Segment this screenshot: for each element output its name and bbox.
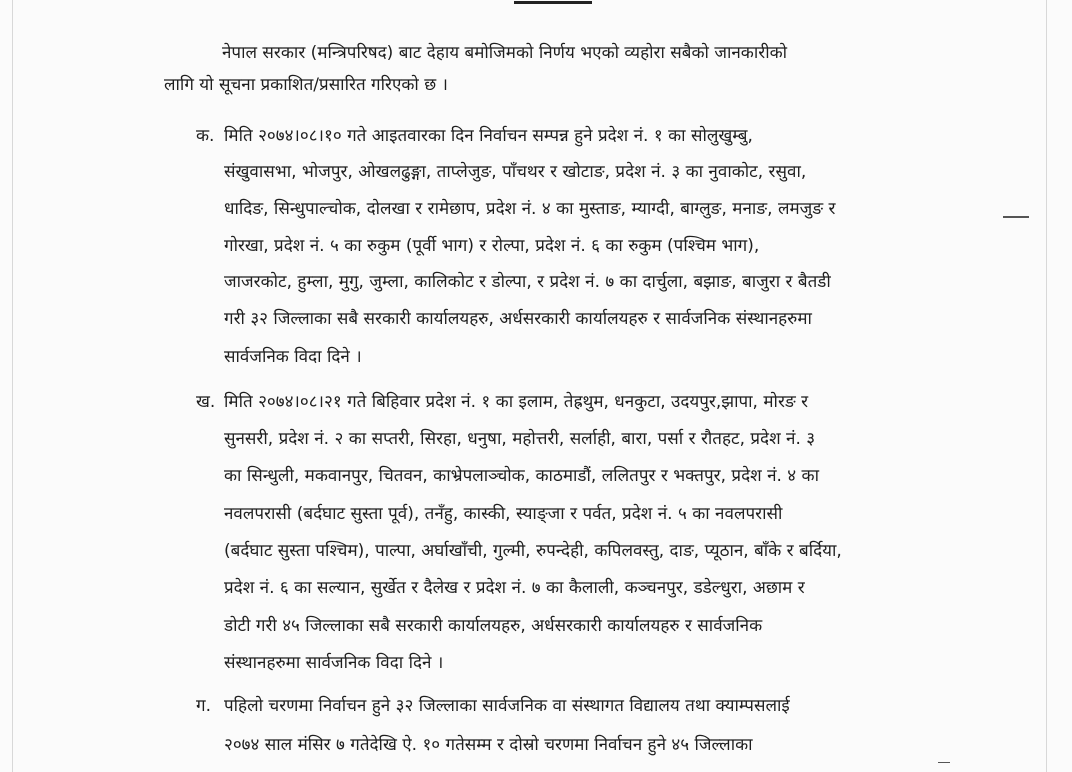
item-line: २०७४ साल मंसिर ७ गतेदेखि ऐ. १० गतेसम्म र दोस्रो चरणमा निर्वाचन हुने ४५ जिल्लाका bbox=[224, 735, 753, 755]
item-line: धादिङ, सिन्धुपाल्चोक, दोलखा र रामेछाप, प्रदेश नं. ४ का मुस्ताङ, म्याग्दी, बाग्लुङ, मनाङ, लमजुङ र bbox=[224, 199, 836, 219]
item-line: का सिन्धुली, मकवानपुर, चितवन, काभ्रेपलाञ्चोक, काठमाडौं, ललितपुर र भक्तपुर, प्रदेश नं. ४ का bbox=[224, 466, 820, 486]
margin-mark bbox=[938, 762, 950, 763]
item-line: प्रदेश नं. ६ का सल्यान, सुर्खेत र दैलेख र प्रदेश नं. ७ का कैलाली, कञ्चनपुर, डडेल्धुरा, अछाम र bbox=[224, 578, 805, 598]
header-underline bbox=[514, 1, 592, 4]
margin-mark bbox=[1003, 216, 1029, 218]
item-marker: ख. bbox=[196, 392, 216, 412]
item-line: संस्थानहरुमा सार्वजनिक विदा दिने । bbox=[224, 653, 444, 673]
intro-line: लागि यो सूचना प्रकाशित/प्रसारित गरिएको छ । bbox=[164, 75, 448, 95]
item-line: गरी ३२ जिल्लाका सबै सरकारी कार्यालयहरु, अर्धसरकारी कार्यालयहरु र सार्वजनिक संस्थानहरुमा bbox=[224, 309, 812, 329]
item-marker: क. bbox=[196, 126, 215, 146]
page-left-edge bbox=[12, 0, 13, 772]
item-line: नवलपरासी (बर्दघाट सुस्ता पूर्व), तनँहु, कास्की, स्याङ्जा र पर्वत, प्रदेश नं. ५ का नवलपरासी bbox=[224, 504, 783, 524]
intro-line: नेपाल सरकार (मन्त्रिपरिषद) बाट देहाय बमोजिमको निर्णय भएको व्यहोरा सबैको जानकारीको bbox=[222, 43, 788, 63]
item-line: पहिलो चरणमा निर्वाचन हुने ३२ जिल्लाका सार्वजनिक वा संस्थागत विद्यालय तथा क्याम्पसलाई bbox=[224, 696, 790, 716]
item-line: जाजरकोट, हुम्ला, मुगु, जुम्ला, कालिकोट र डोल्पा, र प्रदेश नं. ७ का दार्चुला, बझाङ, बाजुरा र बैतडी bbox=[224, 272, 831, 292]
item-marker: ग. bbox=[196, 696, 211, 716]
item-line: गोरखा, प्रदेश नं. ५ का रुकुम (पूर्वी भाग) र रोल्पा, प्रदेश नं. ६ का रुकुम (पश्चिम भाग), bbox=[224, 236, 760, 256]
item-line: सुनसरी, प्रदेश नं. २ का सप्तरी, सिरहा, धनुषा, महोत्तरी, सर्लाही, बारा, पर्सा र रौतहट, प्रदेश नं. ३ bbox=[224, 429, 816, 449]
item-line: संखुवासभा, भोजपुर, ओखलढुङ्गा, ताप्लेजुङ, पाँचथर र खोटाङ, प्रदेश नं. ३ का नुवाकोट, रसुवा, bbox=[224, 162, 807, 182]
page-right-edge bbox=[1046, 0, 1047, 772]
item-line: डोटी गरी ४५ जिल्लाका सबै सरकारी कार्यालयहरु, अर्धसरकारी कार्यालयहरु र सार्वजनिक bbox=[224, 616, 763, 636]
item-line: मिति २०७४।०८।१० गते आइतवारका दिन निर्वाचन सम्पन्न हुने प्रदेश नं. १ का सोलुखुम्बु, bbox=[224, 126, 753, 146]
item-line: सार्वजनिक विदा दिने । bbox=[224, 347, 362, 367]
item-line: (बर्दघाट सुस्ता पश्चिम), पाल्पा, अर्घाखाँची, गुल्मी, रुपन्देही, कपिलवस्तु, दाङ, प्यूठान, बाँके र बर्दिया, bbox=[224, 541, 842, 561]
item-line: मिति २०७४।०८।२१ गते बिहिवार प्रदेश नं. १ का इलाम, तेह्रथुम, धनकुटा, उदयपुर,झापा, मोरङ र bbox=[224, 392, 809, 412]
